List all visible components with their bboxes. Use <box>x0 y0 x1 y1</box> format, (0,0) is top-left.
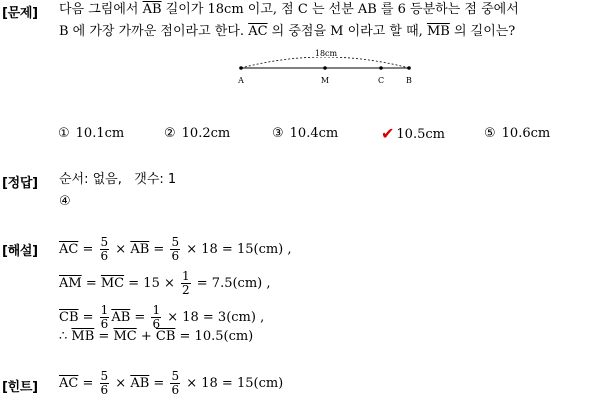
point-label-m: M <box>320 76 330 85</box>
point-c <box>379 66 383 70</box>
problem-line-2: B 에 가장 가까운 점이라고 한다. $\overline{AC}$ 의 중점을 M 이라고 할 때, $\overline{MB}$ 의 길이는? <box>59 24 516 39</box>
option-5[interactable]: ⑤ 10.6cm <box>484 126 551 141</box>
problem-section <box>0 0 592 150</box>
hint-label: [힌트] <box>2 380 38 395</box>
problem-label: [문제] <box>2 6 38 21</box>
solution-label: [해설] <box>2 244 38 259</box>
hint-line-1: $\overline{AC}$ = $\frac{5}{6}$ × $\overline{AB}$ = $\frac{5}{6}$ × 18 = 15(cm) <box>59 368 284 397</box>
point-label-a: A <box>238 76 244 85</box>
point-a <box>239 66 243 70</box>
answer-label: [정답] <box>2 176 38 191</box>
segment-ab: $\overline{AB}$ <box>142 2 162 17</box>
solution-line-2: $\overline{AM}$ = $\overline{MC}$ = 15 × $\frac{1}{2}$ = 7.5(cm) , <box>59 268 271 297</box>
answer-section <box>0 170 592 220</box>
segment-figure <box>230 46 420 90</box>
point-label-b: B <box>406 76 412 85</box>
option-4[interactable]: ✔ 10.5cm <box>381 124 445 143</box>
solution-section <box>0 232 592 352</box>
option-1[interactable]: ① 10.1cm <box>58 126 125 141</box>
segment-ac: $\overline{AC}$ <box>248 24 268 39</box>
option-3[interactable]: ③ 10.4cm <box>272 126 339 141</box>
segment-mb: $\overline{MB}$ <box>426 24 450 39</box>
check-icon: ✔ <box>381 124 395 143</box>
hint-section <box>0 366 592 400</box>
solution-line-1: $\overline{AC}$ = $\frac{5}{6}$ × $\overline{AB}$ = $\frac{5}{6}$ × 18 = 15(cm) , <box>59 234 292 263</box>
solution-line-4: ∴ $\overline{MB}$ = $\overline{MC}$ + $\overline{CB}$ = 10.5(cm) <box>59 328 254 344</box>
answer-value: ④ <box>59 194 71 209</box>
problem-line-1: 다음 그림에서 $\overline{AB}$ 길이가 18cm 이고, 점 C 는 선분 AB 를 6 등분하는 점 중에서 <box>59 2 519 17</box>
point-m <box>323 66 327 70</box>
option-2[interactable]: ② 10.2cm <box>164 126 231 141</box>
length-label: 18cm <box>314 49 338 58</box>
point-b <box>407 66 411 70</box>
solution-line-3: $\overline{CB}$ = $\frac{1}{6}$ $\overline{AB}$ = $\frac{1}{6}$ × 18 = 3(cm) , <box>59 302 265 331</box>
answer-meta: 순서: 없음, 갯수: 1 <box>59 172 177 187</box>
point-label-c: C <box>377 76 385 85</box>
